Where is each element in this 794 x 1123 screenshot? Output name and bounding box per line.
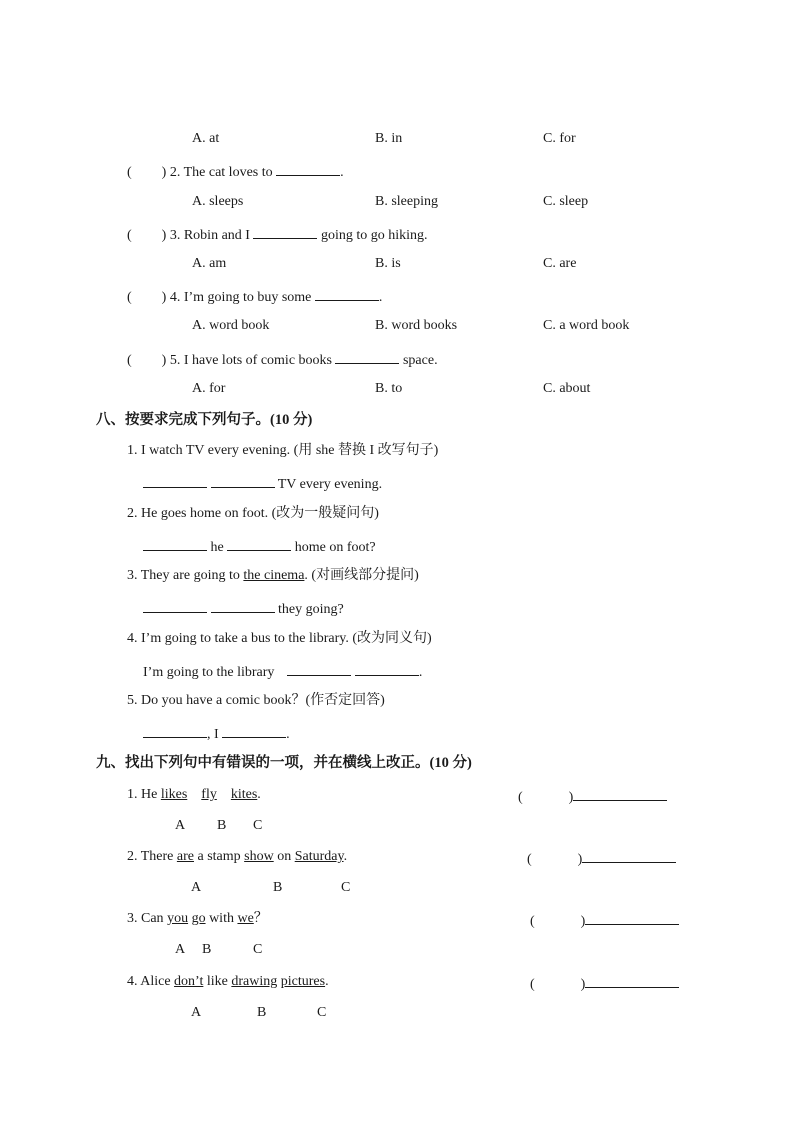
sentence-start: 1. He <box>127 787 158 802</box>
sec8-q1-answer <box>143 473 382 494</box>
period: . <box>340 165 344 180</box>
answer-paren-open: ( <box>530 977 535 992</box>
period: . <box>325 974 329 989</box>
option-a-word: you <box>167 911 189 926</box>
question-stem: 5. I have lots of comic books <box>169 353 332 368</box>
correction-blank[interactable] <box>585 910 679 925</box>
answer-paren-open: ( <box>127 290 132 305</box>
answer-mid: , I <box>207 727 219 742</box>
period: . <box>378 290 383 305</box>
answer-paren-open: ( <box>127 228 132 243</box>
question-2 <box>127 161 344 182</box>
section-8-heading: 八、按要求完成下列句子。(10 分) <box>96 412 313 428</box>
sec8-q3-answer <box>143 598 344 619</box>
sec8-q3-text <box>127 567 419 585</box>
question-mark: ？ <box>253 911 268 926</box>
label-a: A <box>175 942 186 957</box>
q2-option-a: A. sleeps <box>192 194 244 209</box>
sentence-middle: a stamp <box>197 849 241 864</box>
sec9-q2-answer <box>527 848 676 869</box>
q2-option-b: B. sleeping <box>375 194 438 209</box>
sec8-q4-text: 4. I’m going to take a bus to the library. (改为同义句) <box>127 631 432 646</box>
correction-blank[interactable] <box>573 786 667 801</box>
answer-paren-close: ) <box>161 228 167 243</box>
label-a: A <box>191 1005 202 1020</box>
q3-option-a: A. am <box>192 256 227 271</box>
fill-blank[interactable] <box>227 536 291 551</box>
underlined-phrase: the cinema <box>243 568 305 583</box>
fill-blank[interactable] <box>143 536 207 551</box>
answer-tail: they going? <box>278 602 344 617</box>
sec8-q1-text: 1. I watch TV every evening. (用 she 替换 I 改写句子) <box>127 443 439 458</box>
sec9-q1-answer <box>518 786 667 807</box>
q2-option-c: C. sleep <box>543 194 589 209</box>
sentence-middle: like <box>206 974 228 989</box>
option-b-word: go <box>191 911 206 926</box>
fill-blank[interactable] <box>355 661 419 676</box>
label-b: B <box>217 818 227 833</box>
answer-paren-close: ) <box>580 977 586 992</box>
option-b-word: fly <box>201 787 217 802</box>
correction-blank[interactable] <box>582 848 676 863</box>
label-a: A <box>175 818 186 833</box>
question-tail: space. <box>402 353 438 368</box>
fill-blank[interactable] <box>211 598 275 613</box>
fill-blank[interactable] <box>276 161 340 176</box>
label-b: B <box>257 1005 267 1020</box>
answer-tail: TV every evening. <box>277 477 383 492</box>
answer-paren-close: ) <box>568 790 574 805</box>
label-c: C <box>341 880 351 895</box>
q5-option-a: A. for <box>192 381 226 396</box>
label-a: A <box>191 880 202 895</box>
fill-blank[interactable] <box>287 661 351 676</box>
question-stem: 4. I’m going to buy some <box>169 290 312 305</box>
fill-blank[interactable] <box>143 473 207 488</box>
sentence-middle: on <box>277 849 292 864</box>
question-3 <box>127 224 428 245</box>
sentence-start: 2. There <box>127 849 174 864</box>
q3-option-c: C. are <box>543 256 577 271</box>
q1-option-a: A. at <box>192 131 220 146</box>
sec8-q2-text: 2. He goes home on foot. (改为一般疑问句) <box>127 506 379 521</box>
option-a-word: are <box>176 849 194 864</box>
option-a-word: likes <box>160 787 188 802</box>
answer-paren-close: ) <box>161 290 167 305</box>
answer-paren-open: ( <box>530 914 535 929</box>
answer-pre: I’m going to the library <box>143 665 275 680</box>
sec8-q5-answer <box>143 723 290 744</box>
q4-option-c: C. a word book <box>543 318 630 333</box>
answer-tail: home on foot? <box>294 540 376 555</box>
option-b-word: show <box>244 849 274 864</box>
sentence-middle: with <box>209 911 234 926</box>
fill-blank[interactable] <box>253 224 317 239</box>
section-9-heading: 九、找出下列句中有错误的一项，并在横线上改正。(10 分) <box>96 755 472 771</box>
label-b: B <box>273 880 283 895</box>
fill-blank[interactable] <box>211 473 275 488</box>
sec8-q2-answer <box>143 536 376 557</box>
option-c-word: pictures <box>280 974 326 989</box>
sec9-q3-sentence <box>127 910 268 928</box>
question-stem: 2. The cat loves to <box>169 165 273 180</box>
option-a-word: don’t <box>174 974 204 989</box>
q1-option-c: C. for <box>543 131 576 146</box>
answer-mid: he <box>210 540 224 555</box>
q4-option-a: A. word book <box>192 318 270 333</box>
question-tail: going to go hiking. <box>320 228 428 243</box>
answer-paren-close: ) <box>577 852 583 867</box>
q3-pre: 3. They are going to <box>127 568 240 583</box>
q5-option-b: B. to <box>375 381 403 396</box>
sentence-start: 3. Can <box>127 911 164 926</box>
sec9-q3-answer <box>530 910 679 931</box>
question-stem: 3. Robin and I <box>169 228 250 243</box>
q4-option-b: B. word books <box>375 318 458 333</box>
fill-blank[interactable] <box>143 723 207 738</box>
sec8-q5-text: 5. Do you have a comic book？(作否定回答) <box>127 693 385 708</box>
label-b: B <box>202 942 212 957</box>
question-4 <box>127 286 382 307</box>
answer-paren-open: ( <box>527 852 532 867</box>
sec8-q4-answer <box>143 661 422 682</box>
answer-paren-close: ) <box>161 353 167 368</box>
sec9-q4-sentence <box>127 973 329 991</box>
sentence-start: 4. Alice <box>127 974 171 989</box>
period: . <box>257 787 261 802</box>
correction-blank[interactable] <box>585 973 679 988</box>
option-b-word: drawing <box>231 974 278 989</box>
fill-blank[interactable] <box>222 723 286 738</box>
q3-option-b: B. is <box>375 256 401 271</box>
answer-paren-open: ( <box>518 790 523 805</box>
sec9-q2-sentence <box>127 848 347 866</box>
label-c: C <box>253 818 263 833</box>
sec9-q4-answer <box>530 973 679 994</box>
fill-blank[interactable] <box>315 286 379 301</box>
question-5 <box>127 349 438 370</box>
option-c-word: kites <box>230 787 258 802</box>
sec9-q1-sentence <box>127 786 261 804</box>
period: . <box>343 849 348 864</box>
answer-paren-open: ( <box>127 165 132 180</box>
period: . <box>286 727 290 742</box>
option-c-word: Saturday <box>294 849 344 864</box>
q5-option-c: C. about <box>543 381 591 396</box>
option-c-word: we <box>237 911 254 926</box>
q1-option-b: B. in <box>375 131 403 146</box>
label-c: C <box>317 1005 327 1020</box>
fill-blank[interactable] <box>143 598 207 613</box>
q3-post: . (对画线部分提问) <box>304 568 419 583</box>
answer-paren-close: ) <box>580 914 586 929</box>
label-c: C <box>253 942 263 957</box>
answer-paren-close: ) <box>161 165 167 180</box>
answer-paren-open: ( <box>127 353 132 368</box>
period: . <box>418 665 423 680</box>
fill-blank[interactable] <box>335 349 399 364</box>
